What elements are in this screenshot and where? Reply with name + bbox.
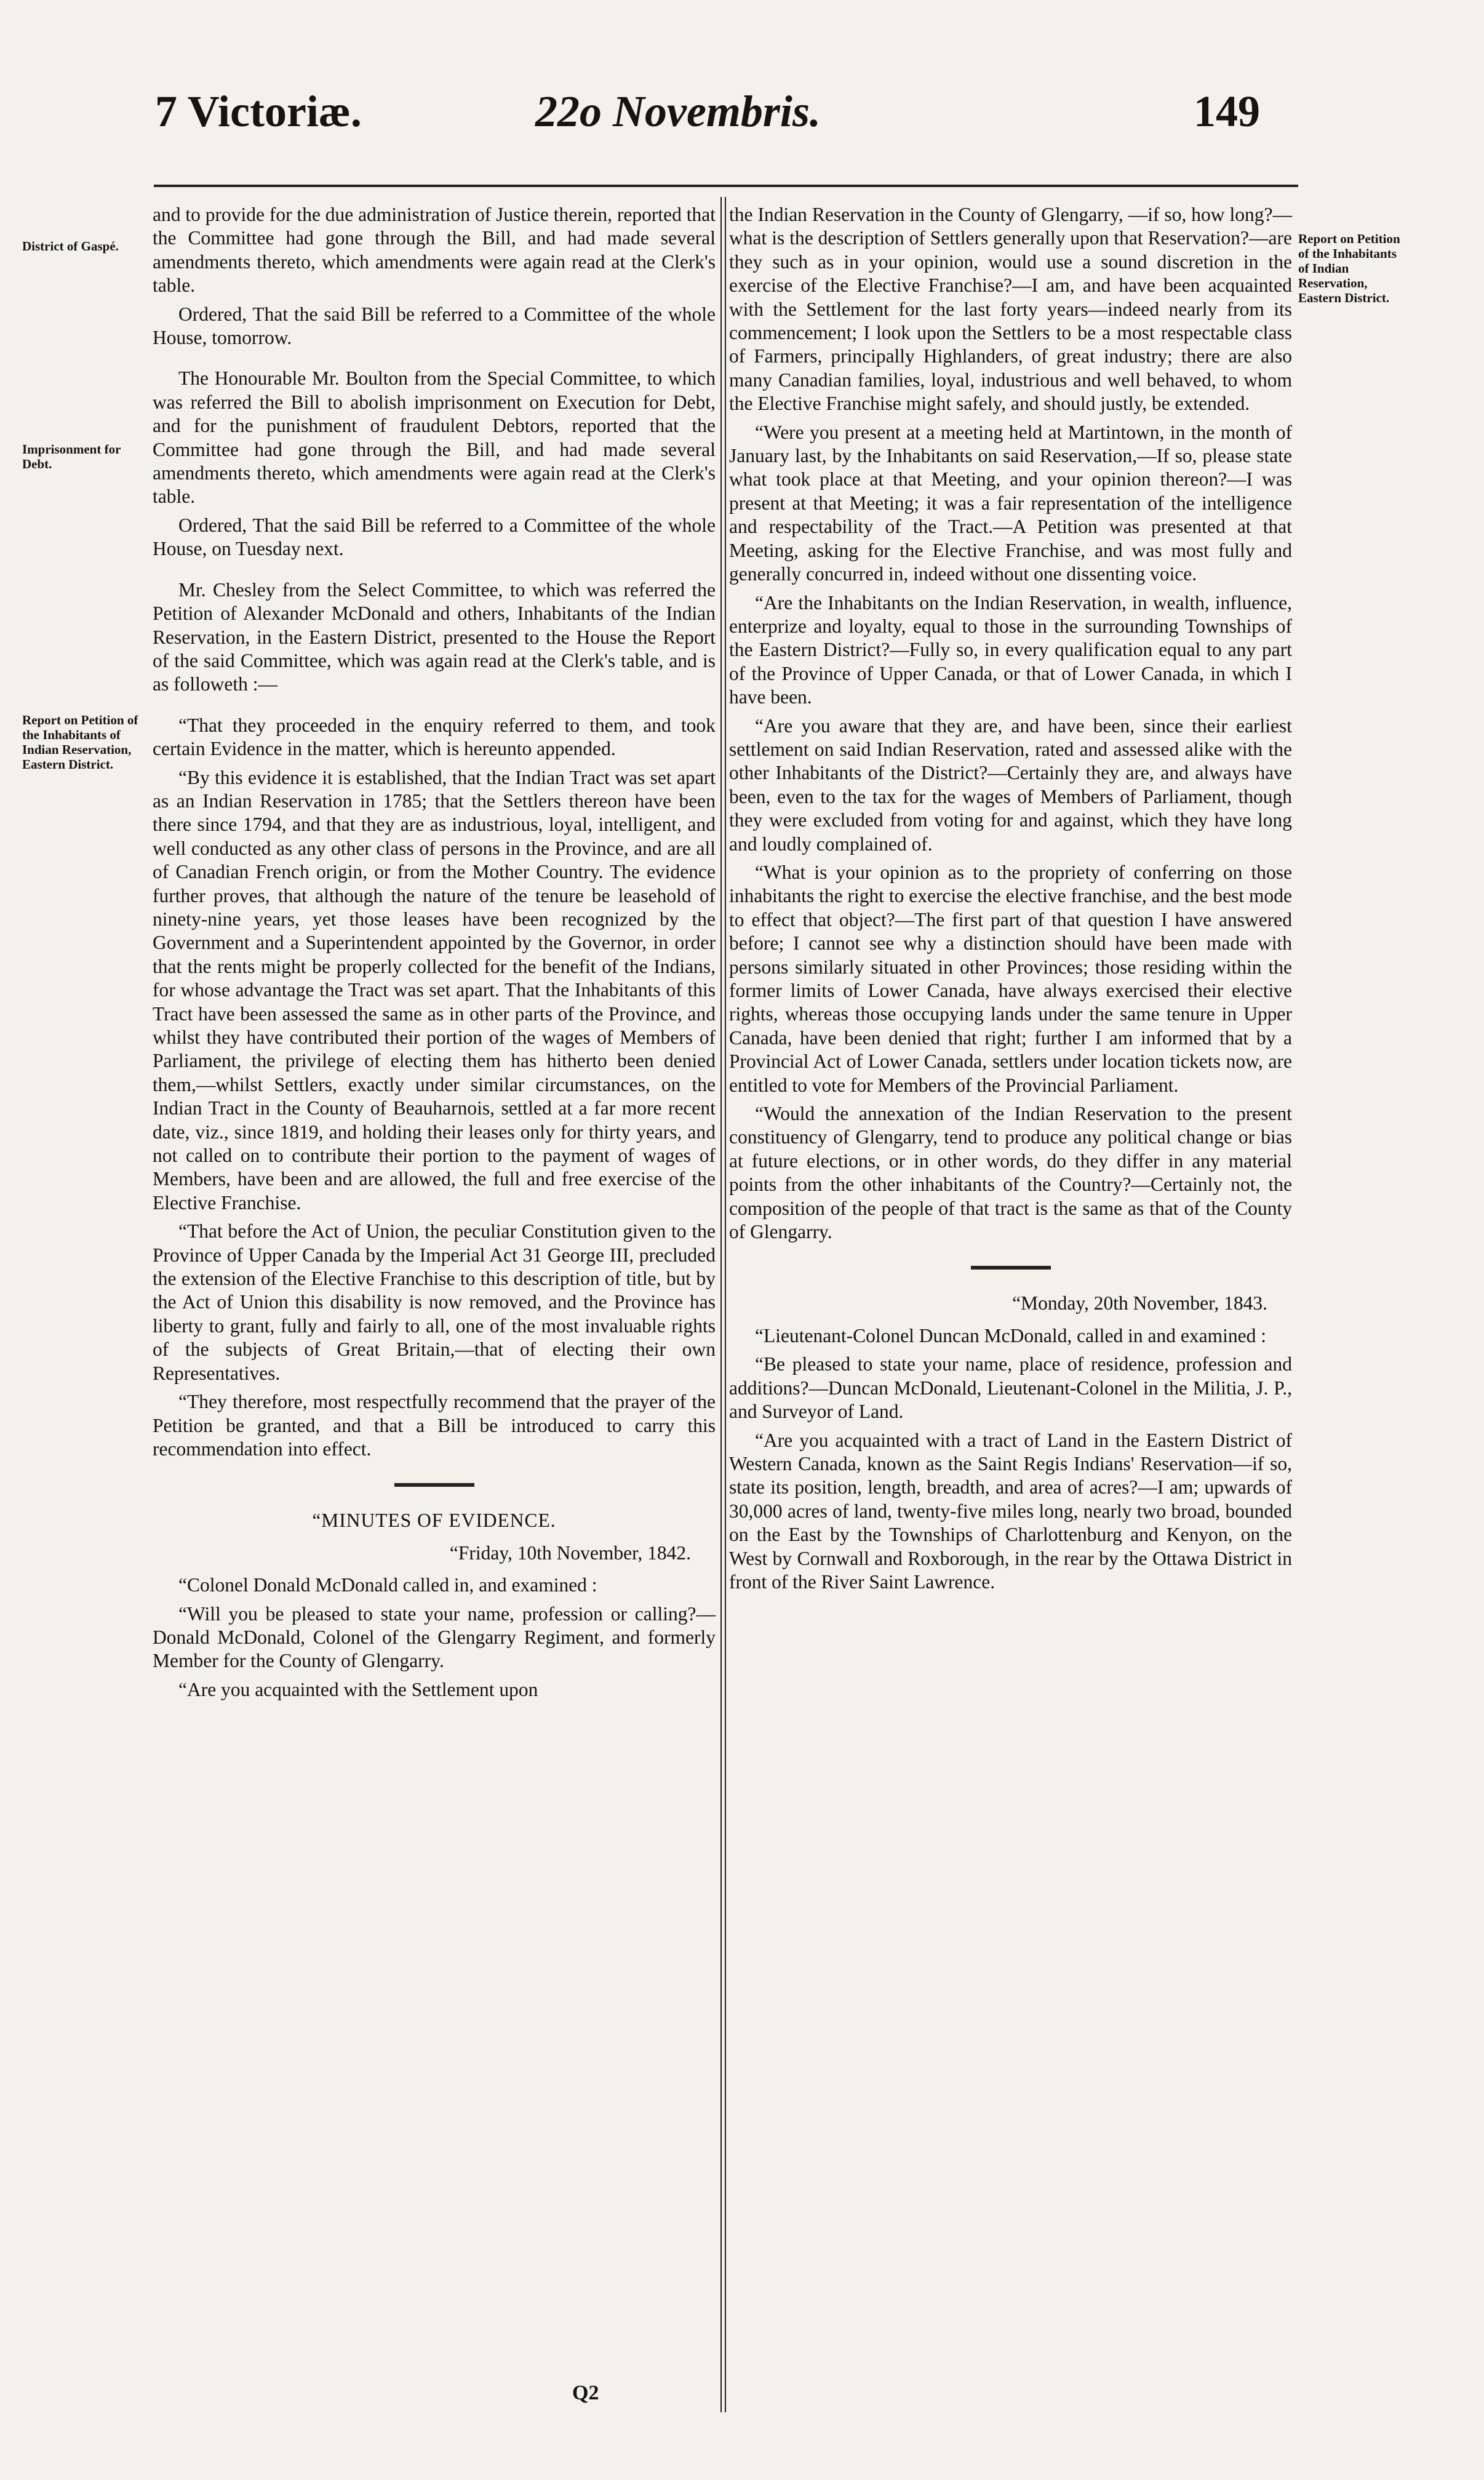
signature-mark: Q2 (572, 2382, 599, 2404)
margin-note-debt: Imprisonment for Debt. (22, 442, 121, 471)
paragraph: Ordered, That the said Bill be referred to a Committee of the whole House, on Tuesday next. (153, 514, 716, 560)
page-header (0, 86, 1484, 178)
paragraph: “By this evidence it is established, that the Indian Tract was set apart as an Indian Reservation in 1785; that the Settlers thereon have been there since 1794, and that they are as industrious, loyal, intelligent, and well conducted as any other class of persons in the Province, and are all of Canadian French origin, or from the Mother Country. The evidence further proves, that although the nature of the tenure be leasehold of ninety-nine years, yet those leases have been recognized by the Government and a Superintendent appointed by the Governor, in order that the rents might be properly collected for the benefit of the Indians, for whose advantage the Tract was set apart. That the Inhabitants of this Tract have been assessed the same as in other parts of the Province, and whilst they have contributed their portion of the wages of Members of Parliament, the privilege of electing them has hitherto been denied them,—whilst Settlers, exactly under similar circumstances, on the Indian Tract in the County of Beauharnois, settled at a far more recent date, viz., since 1819, and holding their leases only for thirty years, and not called on to contribute their portion to the payment of wages of Members, have been and are allowed, the full and free exercise of the Elective Franchise. (153, 766, 716, 1214)
margin-note-gaspe: District of Gaspé. (22, 239, 119, 254)
paragraph: “Be pleased to state your name, place of residence, profession and additions?—Duncan McDonald, Lieutenant-Colonel in the Militia, J. P., and Surveyor of Land. (729, 1353, 1292, 1423)
section-rule (394, 1483, 474, 1487)
paragraph: “Are you aware that they are, and have been, since their earliest settlement on said Indian Reservation, rated and assessed alike with the other Inhabitants of the District?—Certainly they are, and always have been, even to the tax for the wages of Members of Parliament, though they were excluded from voting for and against, which they have long and loudly complained of. (729, 714, 1292, 855)
paragraph: and to provide for the due administration of Justice therein, reported that the Committee had gone through the Bill, and had made several amendments thereto, which amendments were again read at the Clerk's table. (153, 204, 716, 297)
paragraph: The Honourable Mr. Boulton from the Special Committee, to which was referred the Bill to abolish imprisonment on Execution for Debt, and for the punishment of fraudulent Debtors, reported that the Committee had gone through the Bill, and had made several amendments thereto, which amendments were again read at the Clerk's table. (153, 367, 716, 508)
paragraph: Mr. Chesley from the Select Committee, to which was referred the Petition of Alexander McDonald and others, Inhabitants of the Indian Reservation, in the Eastern District, presented to the House the Report of the said Committee, which was again read at the Clerk's table, and is as followeth :— (153, 578, 716, 695)
paragraph: “That before the Act of Union, the peculiar Constitution given to the Province of Upper Canada by the Imperial Act 31 George III, precluded the extension of the Elective Franchise to this description of title, but by the Act of Union this disability is now removed, and the Province has liberty to grant, fully and fairly to all, one of the most invaluable rights of the subjects of Great Britain,—that of electing their own Representatives. (153, 1220, 716, 1384)
paragraph: “Are you acquainted with the Settlement upon (178, 1678, 538, 1700)
section-heading: “MINUTES OF EVIDENCE. (312, 1510, 556, 1532)
paragraph: “Will you be pleased to state your name, profession or calling?—Donald McDonald, Colonel of the Glengarry Regiment, and formerly Member for the County of Glengarry. (153, 1602, 716, 1672)
page-number: 149 (1194, 87, 1260, 136)
right-column (729, 203, 1292, 1599)
paragraph: “What is your opinion as to the propriety of conferring on those inhabitants the right to exercise the elective franchise, and the best mode to effect that object?—The first part of that question I have answered before; I cannot see why a distinction should have been made with persons similarly situated in other Provinces; those residing within the former limits of Lower Canada, have always exercised their elective rights, whereas those occupying lands under the same tenure in Upper Canada, have been denied that right; further I am informed that by a Provincial Act of Lower Canada, settlers under location tickets now, are entitled to vote for Members of the Provincial Parliament. (729, 861, 1292, 1096)
paragraph: the Indian Reservation in the County of Glengarry, —if so, how long?—what is the description of Settlers generally upon that Reservation?—are they such as in your opinion, would use a sound discretion in the exercise of the Elective Franchise?—I am, and have been acquainted with the Settlement for the last forty years—indeed nearly from its commencement; I look upon the Settlers to be a most respectable class of Farmers, principally Highlanders, of great industry; there are also many Canadian families, loyal, industrious and well behaved, to whom the Elective Franchise might safely, and should justly, be extended. (729, 204, 1292, 415)
paragraph: “That they proceeded in the enquiry referred to them, and took certain Evidence in the matter, which is hereunto appended. (153, 714, 716, 760)
dateline: “Monday, 20th November, 1843. (1012, 1292, 1267, 1314)
margin-note-report-left: Report on Petition of the Inhabitants of Indian Reservation, Eastern District. (22, 713, 138, 772)
paragraph: “Would the annexation of the Indian Reservation to the present constituency of Glengarry, tend to produce any political change or bias at future elections, or in other words, do they differ in any material points from the other inhabitants of the Country?—Certainly not, the composition of the people of that tract is the same as that of the County of Glengarry. (729, 1103, 1292, 1243)
paragraph: “Lieutenant-Colonel Duncan McDonald, called in and examined : (755, 1324, 1266, 1346)
paragraph: “Colonel Donald McDonald called in, and examined : (178, 1574, 597, 1596)
header-rule (154, 185, 1298, 187)
paragraph: “They therefore, most respectfully recommend that the prayer of the Petition be granted, and that a Bill be introduced to carry this recommendation into effect. (153, 1391, 716, 1460)
left-column (153, 203, 716, 1706)
dateline: “Friday, 10th November, 1842. (449, 1542, 691, 1564)
column-divider (720, 197, 726, 2412)
regnal-year: 7 Victoriæ. (155, 87, 362, 136)
date-heading: 22o Novembris. (535, 87, 821, 136)
margin-note-report-right: Report on Petition of the Inhabitants of Indian Reservation, Eastern District. (1298, 231, 1400, 305)
paragraph: “Were you present at a meeting held at Martintown, in the month of January last, by the Inhabitants on said Reservation,—If so, please state what took place at that Meeting, and your opinion thereon?—I was present at that Meeting; it was a fair representation of the intelligence and respectability of the Tract.—A Petition was presented at that Meeting, asking for the Elective Franchise, and was most fully and generally concurred in, indeed without one dissenting voice. (729, 421, 1292, 585)
paragraph: Ordered, That the said Bill be referred to a Committee of the whole House, tomorrow. (153, 303, 716, 349)
paragraph: “Are you acquainted with a tract of Land in the Eastern District of Western Canada, known as the Saint Regis Indians' Reservation—if so, state its position, length, breadth, and area of acres?—I am; upwards of 30,000 acres of land, twenty-five miles long, nearly two broad, bounded on the East by the Townships of Charlottenburg and Kenyon, on the West by Cornwall and Roxborough, in the rear by the Ottawa District in front of the River Saint Lawrence. (729, 1429, 1292, 1593)
paragraph: “Are the Inhabitants on the Indian Reservation, in wealth, influence, enterprize and loyalty, equal to those in the surrounding Townships of the Eastern District?—Fully so, in every qualification equal to any part of the Province of Upper Canada, or that of Lower Canada, in which I have been. (729, 591, 1292, 708)
section-rule (971, 1266, 1051, 1270)
